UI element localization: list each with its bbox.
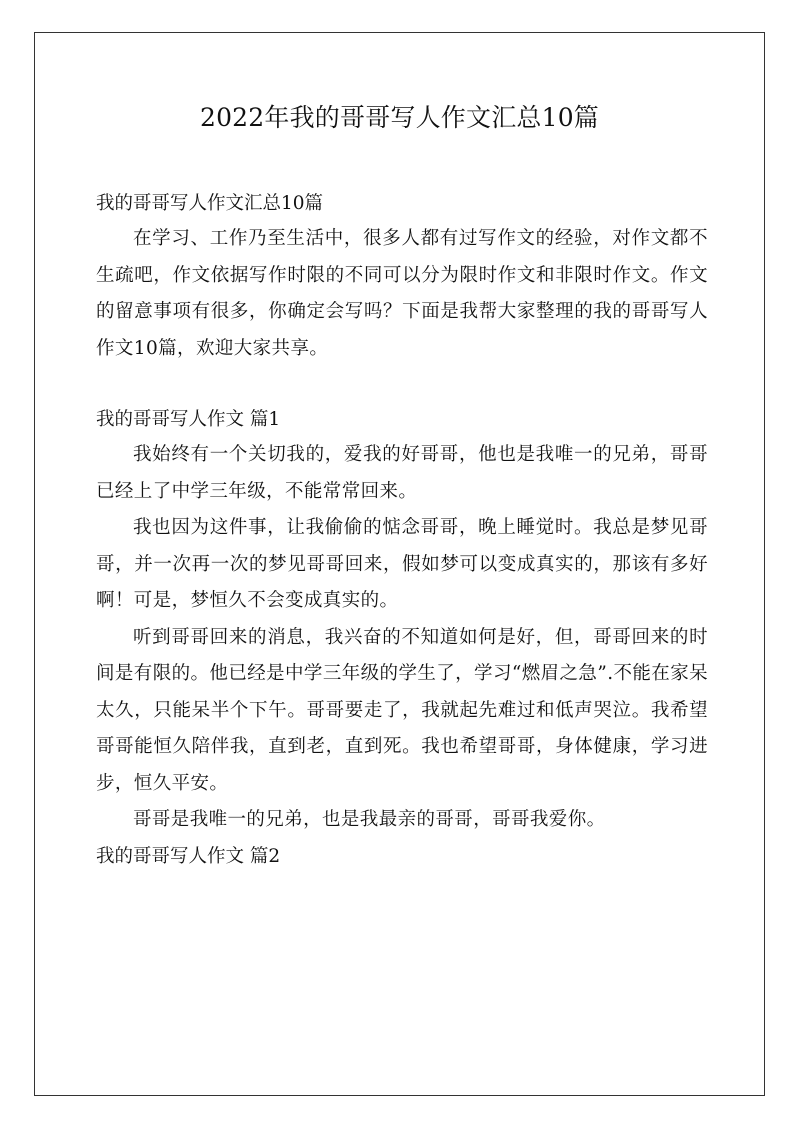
document-body xyxy=(96,186,708,874)
section-1-paragraph: 哥哥是我唯一的兄弟，也是我最亲的哥哥，哥哥我爱你。 xyxy=(133,809,606,830)
section-heading-2: 我的哥哥写人作文 篇2 xyxy=(96,845,281,867)
section-1-paragraph: 我始终有一个关切我的，爱我的好哥哥，他也是我唯一的兄弟，哥哥已经上了中学三年级，不能常常回来。 xyxy=(96,444,708,502)
section-heading-1: 我的哥哥写人作文 篇1 xyxy=(96,409,281,430)
document-title: 2022年我的哥哥写人作文汇总10篇 xyxy=(199,103,600,132)
section-1-paragraph: 我也因为这件事，让我偷偷的惦念哥哥，晚上睡觉时。我总是梦见哥哥，并一次再一次的梦见哥哥回来，假如梦可以变成真实的，那该有多好啊！可是，梦恒久不会变成真实的。 xyxy=(96,517,708,611)
document-subtitle: 我的哥哥写人作文汇总10篇 xyxy=(96,193,324,214)
section-1-paragraph: 听到哥哥回来的消息，我兴奋的不知道如何是好，但，哥哥回来的时间是有限的。他已经是中学三年级的学生了，学习“燃眉之急”.不能在家呆太久，只能呆半个下午。哥哥要走了，我就起先难过和低声哭泣。我希望哥哥能恒久陪伴我，直到老，直到死。我也希望哥哥，身体健康，学习进步，恒久平安。 xyxy=(96,626,708,794)
intro-paragraph: 在学习、工作乃至生活中，很多人都有过写作文的经验，对作文都不生疏吧，作文依据写作时限的不同可以分为限时作文和非限时作文。作文的留意事项有很多，你确定会写吗？下面是我帮大家整理的我的哥哥写人作文10篇，欢迎大家共享。 xyxy=(96,228,708,359)
